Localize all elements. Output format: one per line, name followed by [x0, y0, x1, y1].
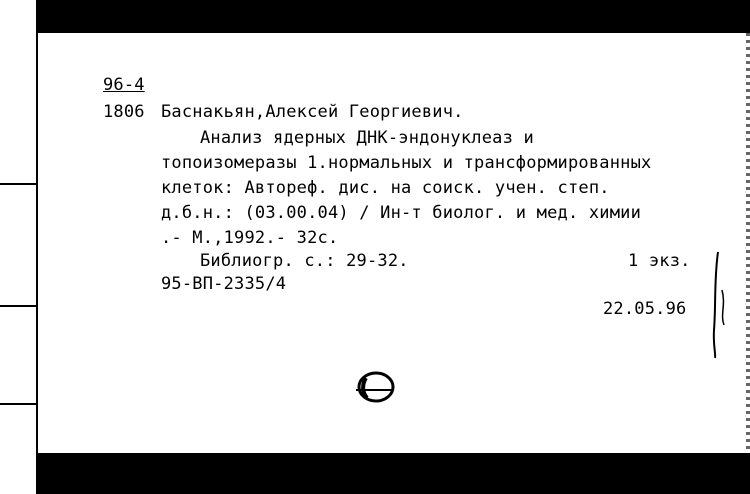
bottom-border [0, 453, 750, 494]
title-line-1: Анализ ядерных ДНК-эндонуклеаз и [200, 128, 534, 148]
card-number: 1806 [103, 102, 145, 122]
bibliography-note: Библиогр. с.: 29-32. [200, 251, 409, 271]
title-line-4: д.б.н.: (03.00.04) / Ин-т биолог. и мед. химии [161, 203, 642, 223]
author-heading: Баснакьян,Алексей Георгиевич. [161, 102, 464, 122]
title-line-3: клеток: Автореф. дис. на соиск. учен. степ. [161, 178, 610, 198]
left-scan-mark [0, 305, 36, 307]
shelf-mark: 96-4 [103, 75, 145, 95]
left-scan-mark [0, 183, 36, 185]
handwritten-mark [700, 250, 730, 360]
title-line-5: .- М.,1992.- 32с. [161, 228, 339, 248]
copies-count: 1 экз. [628, 251, 691, 271]
catalog-id: 95-ВП-2335/4 [161, 274, 287, 294]
title-line-2: топоизомеразы 1.нормальных и трансформированных [161, 153, 652, 173]
left-margin [0, 0, 36, 494]
right-scan-noise [746, 33, 750, 453]
date-stamp: 22.05.96 [603, 299, 687, 319]
punch-hole-mark [352, 370, 396, 404]
left-scan-mark [0, 403, 36, 405]
bottom-left-corner [0, 453, 36, 494]
top-border [36, 0, 750, 33]
